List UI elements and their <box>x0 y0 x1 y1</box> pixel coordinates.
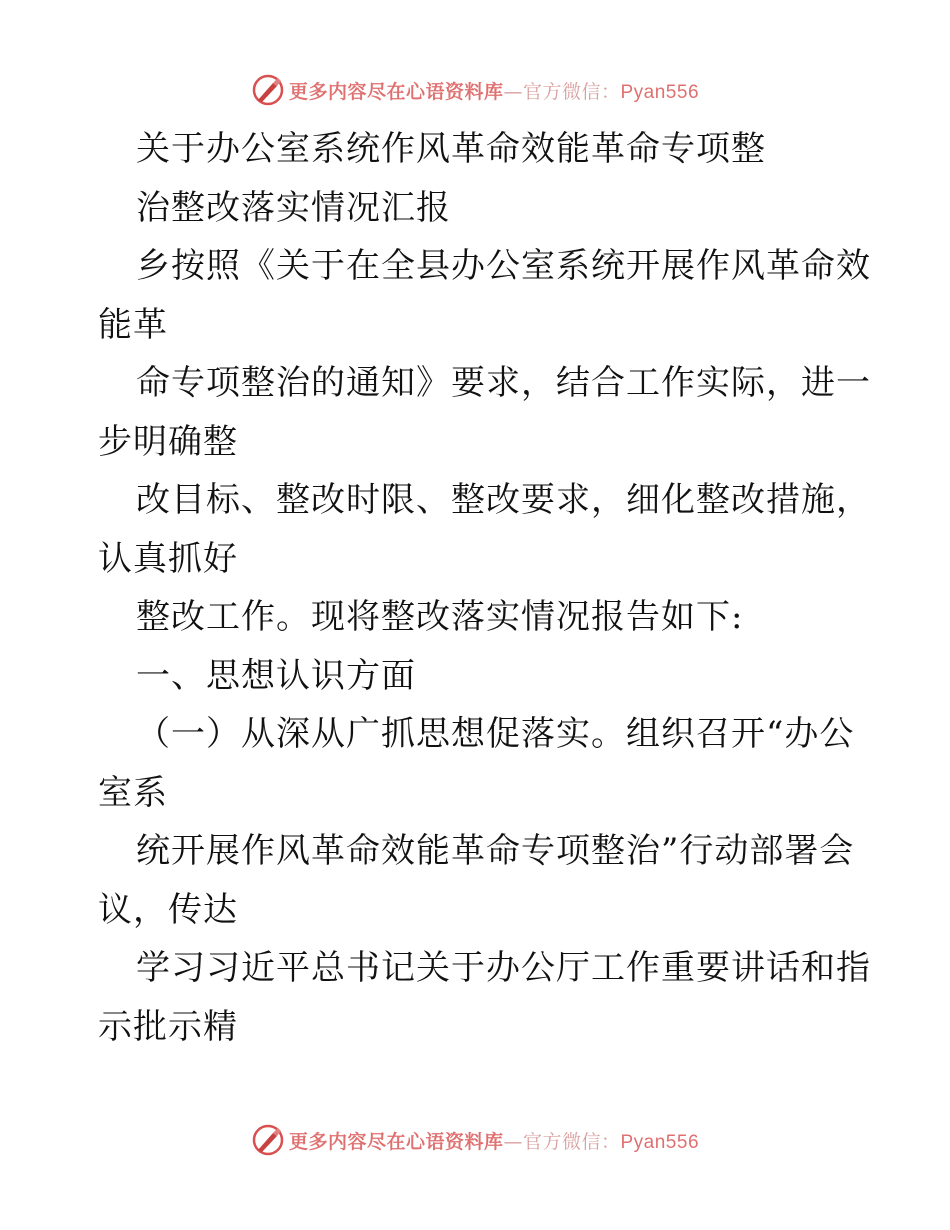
doc-line: 改目标、整改时限、整改要求，细化整改措施， <box>136 480 871 520</box>
footer-watermark <box>0 1120 950 1160</box>
watermark-brand: 更多内容尽在心语资料库 <box>288 80 504 103</box>
doc-line: 示批示精 <box>98 1006 238 1047</box>
watermark-dash: — <box>503 1130 523 1153</box>
pen-logo-icon <box>251 73 285 107</box>
doc-line: （一）从深从广抓思想促落实。组织召开“办公 <box>136 714 855 754</box>
doc-line: 认真抓好 <box>98 538 238 579</box>
doc-line: 统开展作风革命效能革命专项整治”行动部署会 <box>136 831 855 871</box>
doc-line: 一、思想认识方面 <box>136 655 416 696</box>
watermark-wechat-id: Pyan556 <box>620 1131 700 1153</box>
watermark-wechat-label: 官方微信： <box>522 80 621 103</box>
doc-line: 能革 <box>98 304 168 345</box>
watermark-text <box>289 1127 699 1154</box>
watermark-text <box>289 77 699 104</box>
doc-line: 学习习近平总书记关于办公厅工作重要讲话和指 <box>136 948 871 988</box>
doc-line: 命专项整治的通知》要求，结合工作实际，进一 <box>136 363 871 403</box>
header-watermark <box>0 70 950 110</box>
doc-line: 治整改落实情况汇报 <box>136 187 451 228</box>
doc-line: 乡按照《关于在全县办公室系统开展作风革命效 <box>136 246 871 286</box>
doc-line: 室系 <box>98 772 168 813</box>
watermark-brand: 更多内容尽在心语资料库 <box>288 1130 504 1153</box>
watermark-wechat-label: 官方微信： <box>522 1130 621 1153</box>
pen-logo-icon <box>251 1123 285 1157</box>
doc-line: 关于办公室系统作风革命效能革命专项整 <box>136 129 766 169</box>
doc-line: 议，传达 <box>98 889 238 930</box>
doc-line: 整改工作。现将整改落实情况报告如下: <box>136 597 744 637</box>
document-body <box>98 120 871 1056</box>
watermark-wechat-id: Pyan556 <box>620 81 700 103</box>
doc-line: 步明确整 <box>98 421 238 462</box>
watermark-dash: — <box>503 80 523 103</box>
